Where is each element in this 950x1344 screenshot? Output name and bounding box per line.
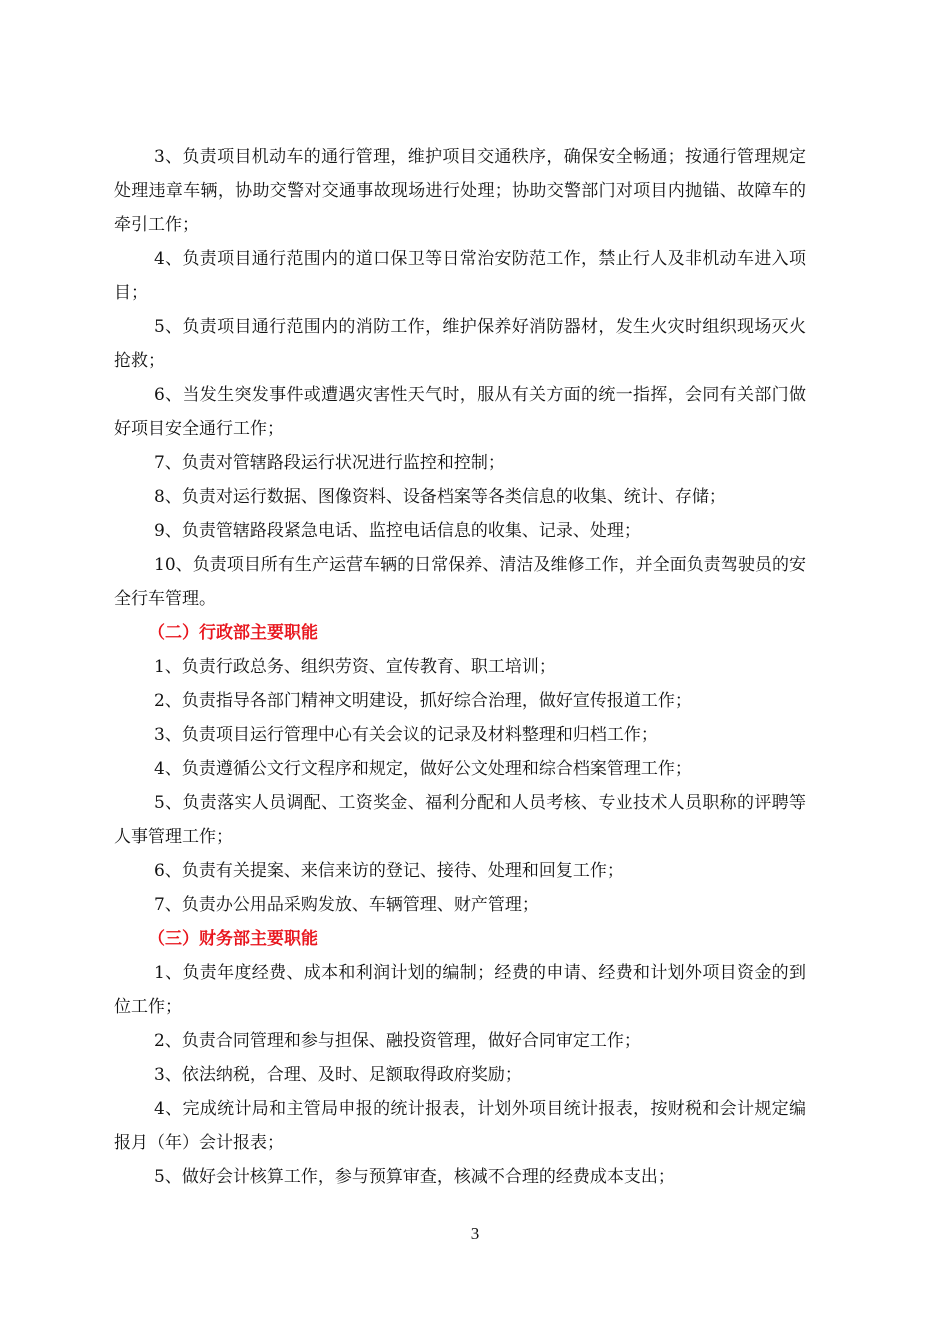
paragraph: 4、负责项目通行范围内的道口保卫等日常治安防范工作，禁止行人及非机动车进入项目； [114,249,806,303]
paragraph: 5、做好会计核算工作，参与预算审查，核减不合理的经费成本支出； [154,1167,675,1187]
paragraph: 6、负责有关提案、来信来访的登记、接待、处理和回复工作； [154,861,624,881]
paragraph: 3、负责项目运行管理中心有关会议的记录及材料整理和归档工作； [154,725,658,745]
paragraph: 6、当发生突发事件或遭遇灾害性天气时，服从有关方面的统一指挥，会同有关部门做好项目安全通行工作； [114,385,806,439]
paragraph: 5、负责项目通行范围内的消防工作，维护保养好消防器材，发生火灾时组织现场灭火抢救； [114,317,806,371]
document-body [114,140,806,1194]
paragraph: 9、负责管辖路段紧急电话、监控电话信息的收集、记录、处理； [154,521,641,541]
paragraph: 1、负责年度经费、成本和利润计划的编制；经费的申请、经费和计划外项目资金的到位工作； [114,963,806,1017]
paragraph: 4、负责遵循公文行文程序和规定，做好公文处理和综合档案管理工作； [154,759,692,779]
paragraph: 7、负责办公用品采购发放、车辆管理、财产管理； [154,895,539,915]
page-number: 3 [470,1224,480,1243]
paragraph: 3、负责项目机动车的通行管理，维护项目交通秩序，确保安全畅通；按通行管理规定处理违章车辆，协助交警对交通事故现场进行处理；协助交警部门对项目内抛锚、故障车的牵引工作； [114,147,806,235]
paragraph: 1、负责行政总务、组织劳资、宣传教育、职工培训； [154,657,556,677]
paragraph: 10、负责项目所有生产运营车辆的日常保养、清洁及维修工作，并全面负责驾驶员的安全行车管理。 [114,555,806,609]
paragraph: 2、负责指导各部门精神文明建设，抓好综合治理，做好宣传报道工作； [154,691,692,711]
section-heading-finance: （三）财务部主要职能 [148,929,318,949]
paragraph: 4、完成统计局和主管局申报的统计报表，计划外项目统计报表，按财税和会计规定编报月（年）会计报表； [114,1099,806,1153]
paragraph: 7、负责对管辖路段运行状况进行监控和控制； [154,453,505,473]
paragraph: 2、负责合同管理和参与担保、融投资管理，做好合同审定工作； [154,1031,641,1051]
paragraph: 8、负责对运行数据、图像资料、设备档案等各类信息的收集、统计、存储； [154,487,726,507]
paragraph: 5、负责落实人员调配、工资奖金、福利分配和人员考核、专业技术人员职称的评聘等人事管理工作； [114,793,806,847]
paragraph: 3、依法纳税，合理、及时、足额取得政府奖励； [154,1065,522,1085]
section-heading-admin: （二）行政部主要职能 [148,623,318,643]
